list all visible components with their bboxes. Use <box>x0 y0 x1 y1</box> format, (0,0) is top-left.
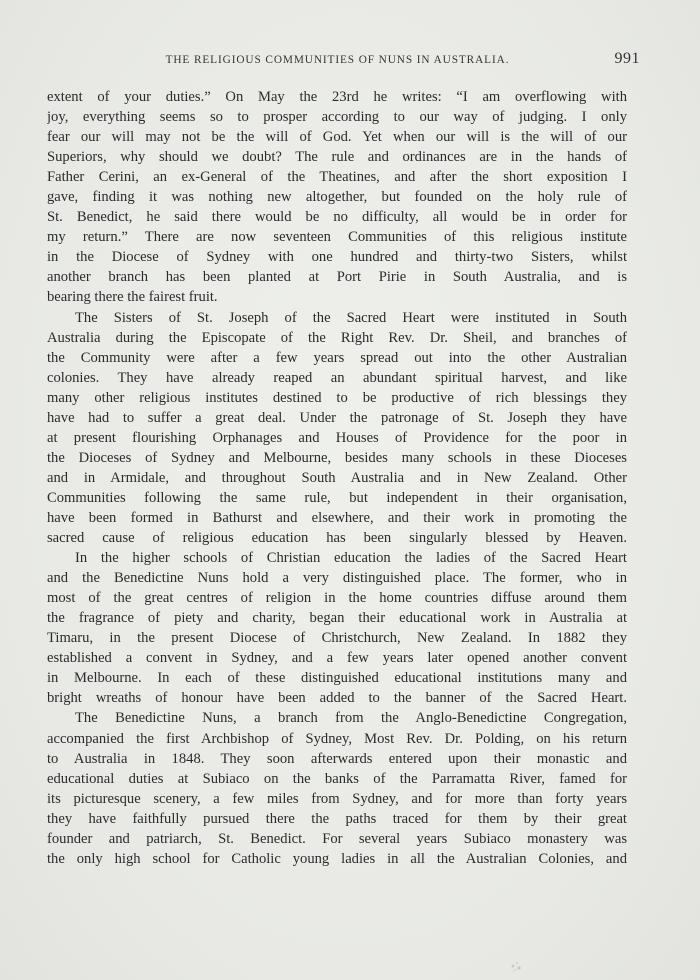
paragraph <box>47 308 627 549</box>
text-line: Timaru, in the present Diocese of Christchurch, New Zealand. In 1882 they <box>47 630 627 647</box>
text-line: joy, everything seems so to prosper according to our way of judging. I only <box>47 109 627 126</box>
text-line: bright wreaths of honour have been added to the banner of the Sacred Heart. <box>47 690 627 707</box>
paragraph <box>47 708 627 868</box>
text-line: Superiors, why should we doubt? The rule and ordinances are in the hands of <box>47 149 627 166</box>
text-line: have been formed in Bathurst and elsewhere, and their work in promoting the <box>47 509 627 526</box>
text-line: accompanied the first Archbishop of Sydney, Most Rev. Dr. Polding, on his return <box>47 730 627 747</box>
running-head <box>0 50 700 72</box>
text-line: bearing there the fairest fruit. <box>47 289 218 306</box>
text-line: and in Armidale, and throughout South Australia and in New Zealand. Other <box>47 469 627 486</box>
text-line: have had to suffer a great deal. Under the patronage of St. Joseph they have <box>47 409 627 426</box>
text-line: St. Benedict, he said there would be no difficulty, all would be in order for <box>47 209 627 226</box>
text-line: at present flourishing Orphanages and Houses of Providence for the poor in <box>47 429 627 446</box>
text-line: educational duties at Subiaco on the banks of the Parramatta River, famed for <box>47 770 627 787</box>
text-line: my return.” There are now seventeen Communities of this religious institute <box>47 229 627 246</box>
text-line: sacred cause of religious education has been singularly blessed by Heaven. <box>47 530 627 547</box>
text-line: they have faithfully pursued there the paths traced for them by their great <box>47 810 627 827</box>
text-line: another branch has been planted at Port Pirie in South Australia, and is <box>47 269 627 286</box>
text-line: established a convent in Sydney, and a few years later opened another convent <box>47 650 627 667</box>
text-line: Father Cerini, an ex-General of the Theatines, and after the short exposition I <box>47 169 627 186</box>
text-line: colonies. They have already reaped an abundant spiritual harvest, and like <box>47 369 627 386</box>
text-line: the only high school for Catholic young ladies in all the Australian Colonies, and <box>47 850 627 867</box>
text-line: the fragrance of piety and charity, began their educational work in Australia at <box>47 610 627 627</box>
text-line: in Melbourne. In each of these distinguished educational institutions many and <box>47 670 627 687</box>
text-line: gave, finding it was nothing new altogether, but founded on the holy rule of <box>47 189 627 206</box>
text-line: and the Benedictine Nuns hold a very distinguished place. The former, who in <box>47 570 627 587</box>
text-line: extent of your duties.” On May the 23rd he writes: “I am overflowing with <box>47 89 627 105</box>
page-number: 991 <box>614 50 640 67</box>
text-line: Communities following the same rule, but independent in their organisation, <box>47 489 627 506</box>
text-line: The Sisters of St. Joseph of the Sacred Heart were instituted in South <box>75 309 627 326</box>
paragraph <box>47 87 627 308</box>
text-line: the Dioceses of Sydney and Melbourne, besides many schools in these Dioceses <box>47 449 627 466</box>
text-line: in the Diocese of Sydney with one hundred and thirty-two Sisters, whilst <box>47 249 627 266</box>
paper-stain-mark <box>508 958 524 972</box>
text-line: many other religious institutes destined to be productive of rich blessings they <box>47 389 627 406</box>
text-line: fear our will may not be the will of God. Yet when our will is the will of our <box>47 129 627 146</box>
text-line: In the higher schools of Christian education the ladies of the Sacred Heart <box>75 550 627 567</box>
text-line: the Community were after a few years spread out into the other Australian <box>47 349 627 366</box>
text-line: most of the great centres of religion in the home countries diffuse around them <box>47 590 627 607</box>
text-line: founder and patriarch, St. Benedict. For several years Subiaco monastery was <box>47 830 627 847</box>
text-line: its picturesque scenery, a few miles from Sydney, and for more than forty years <box>47 790 627 807</box>
running-title: THE RELIGIOUS COMMUNITIES OF NUNS IN AUSTRALIA. <box>165 54 510 66</box>
text-line: to Australia in 1848. They soon afterwards entered upon their monastic and <box>47 750 627 767</box>
body-text <box>47 87 627 869</box>
text-line: The Benedictine Nuns, a branch from the Anglo-Benedictine Congregation, <box>75 710 627 727</box>
text-line: Australia during the Episcopate of the Right Rev. Dr. Sheil, and branches of <box>47 329 627 346</box>
paragraph <box>47 548 627 708</box>
